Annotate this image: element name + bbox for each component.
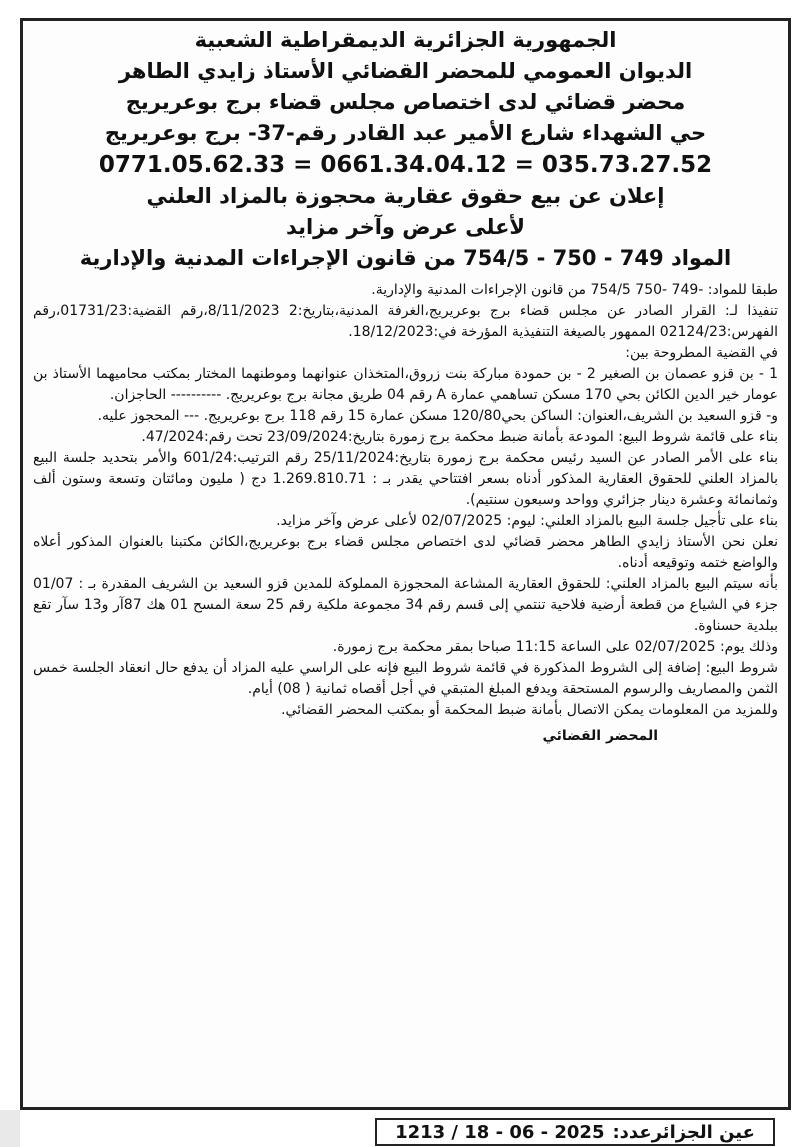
paragraph-property: بأنه سيتم البيع بالمزاد العلني: للحقوق العقارية المشاعة المحجوزة المملوكة للمدين قزو السعيد بن الشريف المقدرة بـ : 01/07 جزء في الشياع من قطعة أرضية فلاحية تنتمي إلى قسم رقم 34 مجموعة ملكية رقم 25 سعة المسح 01 هك 87آر و13 سآر تقع ببلدية حسناوة. bbox=[33, 576, 779, 634]
notice-header bbox=[23, 21, 788, 274]
notice-title: إعلان عن بيع حقوق عقارية محجوزة بالمزاد العلني bbox=[146, 184, 665, 208]
notice-subtitle: لأعلى عرض وآخر مزايد bbox=[285, 215, 526, 239]
paragraph-announcement: نعلن نحن الأستاذ زايدي الطاهر محضر قضائي لدى اختصاص مجلس قضاء برج بوعريريج،الكائن مكتبنا بالعنوان المذكور أعلاه والواضع ختمه وتوقيعه أدناه. bbox=[33, 534, 778, 571]
paragraph-sale-terms: شروط البيع: إضافة إلى الشروط المذكورة في قائمة شروط البيع فإنه على الراسي عليه المزاد أن يدفع حال انعقاد الجلسة خمس الثمن والمصاريف والرسوم المستحقة ويدفع المبلغ المتبقي في أجل أقصاه ثمانية ( 08) أيام. bbox=[33, 660, 778, 697]
notice-body bbox=[23, 274, 788, 747]
paragraph-execution: تنفيذا لـ: القرار الصادر عن مجلس قضاء برج بوعريريج،الغرفة المدنية،بتاريخ:2 8/11/2023،رقم القضية:01731/23،رقم الفهرس:02124/23 الممهور بالصيغة التنفيذية المؤرخة في:18/12/2023. bbox=[33, 303, 778, 340]
paragraph-contact: وللمزيد من المعلومات يمكن الاتصال بأمانة ضبط المحكمة أو بمكتب المحضر القضائي. bbox=[281, 702, 778, 718]
paragraph-court-order: بناء على الأمر الصادر عن السيد رئيس محكمة برج زمورة بتاريخ:25/11/2024 رقم الترتيب:601/24 والأمر بتحديد جلسة البيع بالمزاد العلني للحقوق العقارية المذكور أدناه بسعر افتتاحي يقدر بـ : 1.269.810.71 دج ( مليون ومائتان وتسعة وستون ألف وثمانمائة وعشرة دينار جزائري وواحد وسبعون سنتيم). bbox=[33, 450, 778, 508]
legal-articles: المواد 749 - 750 - 754/5 من قانون الإجراءات المدنية والإدارية bbox=[79, 246, 732, 270]
paragraph-sale-conditions-list: بناء على قائمة شروط البيع: المودعة بأمانة ضبط محكمة برج زمورة بتاريخ:23/09/2024 تحت رقم:47/2024. bbox=[141, 429, 778, 445]
republic-heading: الجمهورية الجزائرية الديمقراطية الشعبية bbox=[194, 28, 617, 52]
paragraph-parties-intro: في القضية المطروحة بين: bbox=[625, 345, 778, 361]
paragraph-creditors: 1 - بن قزو عصمان بن الصغير 2 - بن حمودة مباركة بنت زروق،المتخذان عنوانهما وموطنهما المختار بمكتب محاميهما الأستاذ بن عومار خير الدين الكائن بحي 170 مسكن تساهمي عمارة A رقم 04 طريق مجانة برج بوعريريج. ---------- الحاجزان. bbox=[33, 366, 779, 403]
office-name: الديوان العمومي للمحضر القضائي الأستاذ زايدي الطاهر bbox=[118, 59, 693, 83]
paragraph-sale-date: وذلك يوم: 02/07/2025 على الساعة 11:15 صباحا بمقر محكمة برج زمورة. bbox=[332, 639, 778, 655]
publication-label: عين الجزائرعدد: bbox=[612, 1121, 755, 1143]
phone-numbers: 0771.05.62.33 = 0661.34.04.12 = 035.73.27.52 bbox=[98, 152, 713, 178]
office-address: حي الشهداء شارع الأمير عبد القادر رقم-37- برج بوعريريج bbox=[104, 121, 707, 145]
paragraph-postponement: بناء على تأجيل جلسة البيع بالمزاد العلني: ليوم: 02/07/2025 لأعلى عرض وآخر مزايد. bbox=[276, 513, 778, 529]
signature: المحضر القضائي bbox=[542, 728, 658, 744]
legal-notice bbox=[20, 18, 791, 1110]
paragraph-legal-basis: طبقا للمواد: -749 -750 754/5 من قانون الإجراءات المدنية والإدارية. bbox=[371, 282, 778, 298]
publication-reference bbox=[375, 1118, 775, 1146]
publication-number: 1213 / 18 - 06 - 2025 bbox=[395, 1121, 605, 1143]
paragraph-debtor: و- قزو السعيد بن الشريف،العنوان: الساكن بحي120/80 مسكن عمارة 15 رقم 118 برج بوعريريج. --- المحجوز عليه. bbox=[97, 408, 778, 424]
page-edge bbox=[0, 1110, 20, 1147]
office-jurisdiction: محضر قضائي لدى اختصاص مجلس قضاء برج بوعريريج bbox=[125, 90, 686, 114]
